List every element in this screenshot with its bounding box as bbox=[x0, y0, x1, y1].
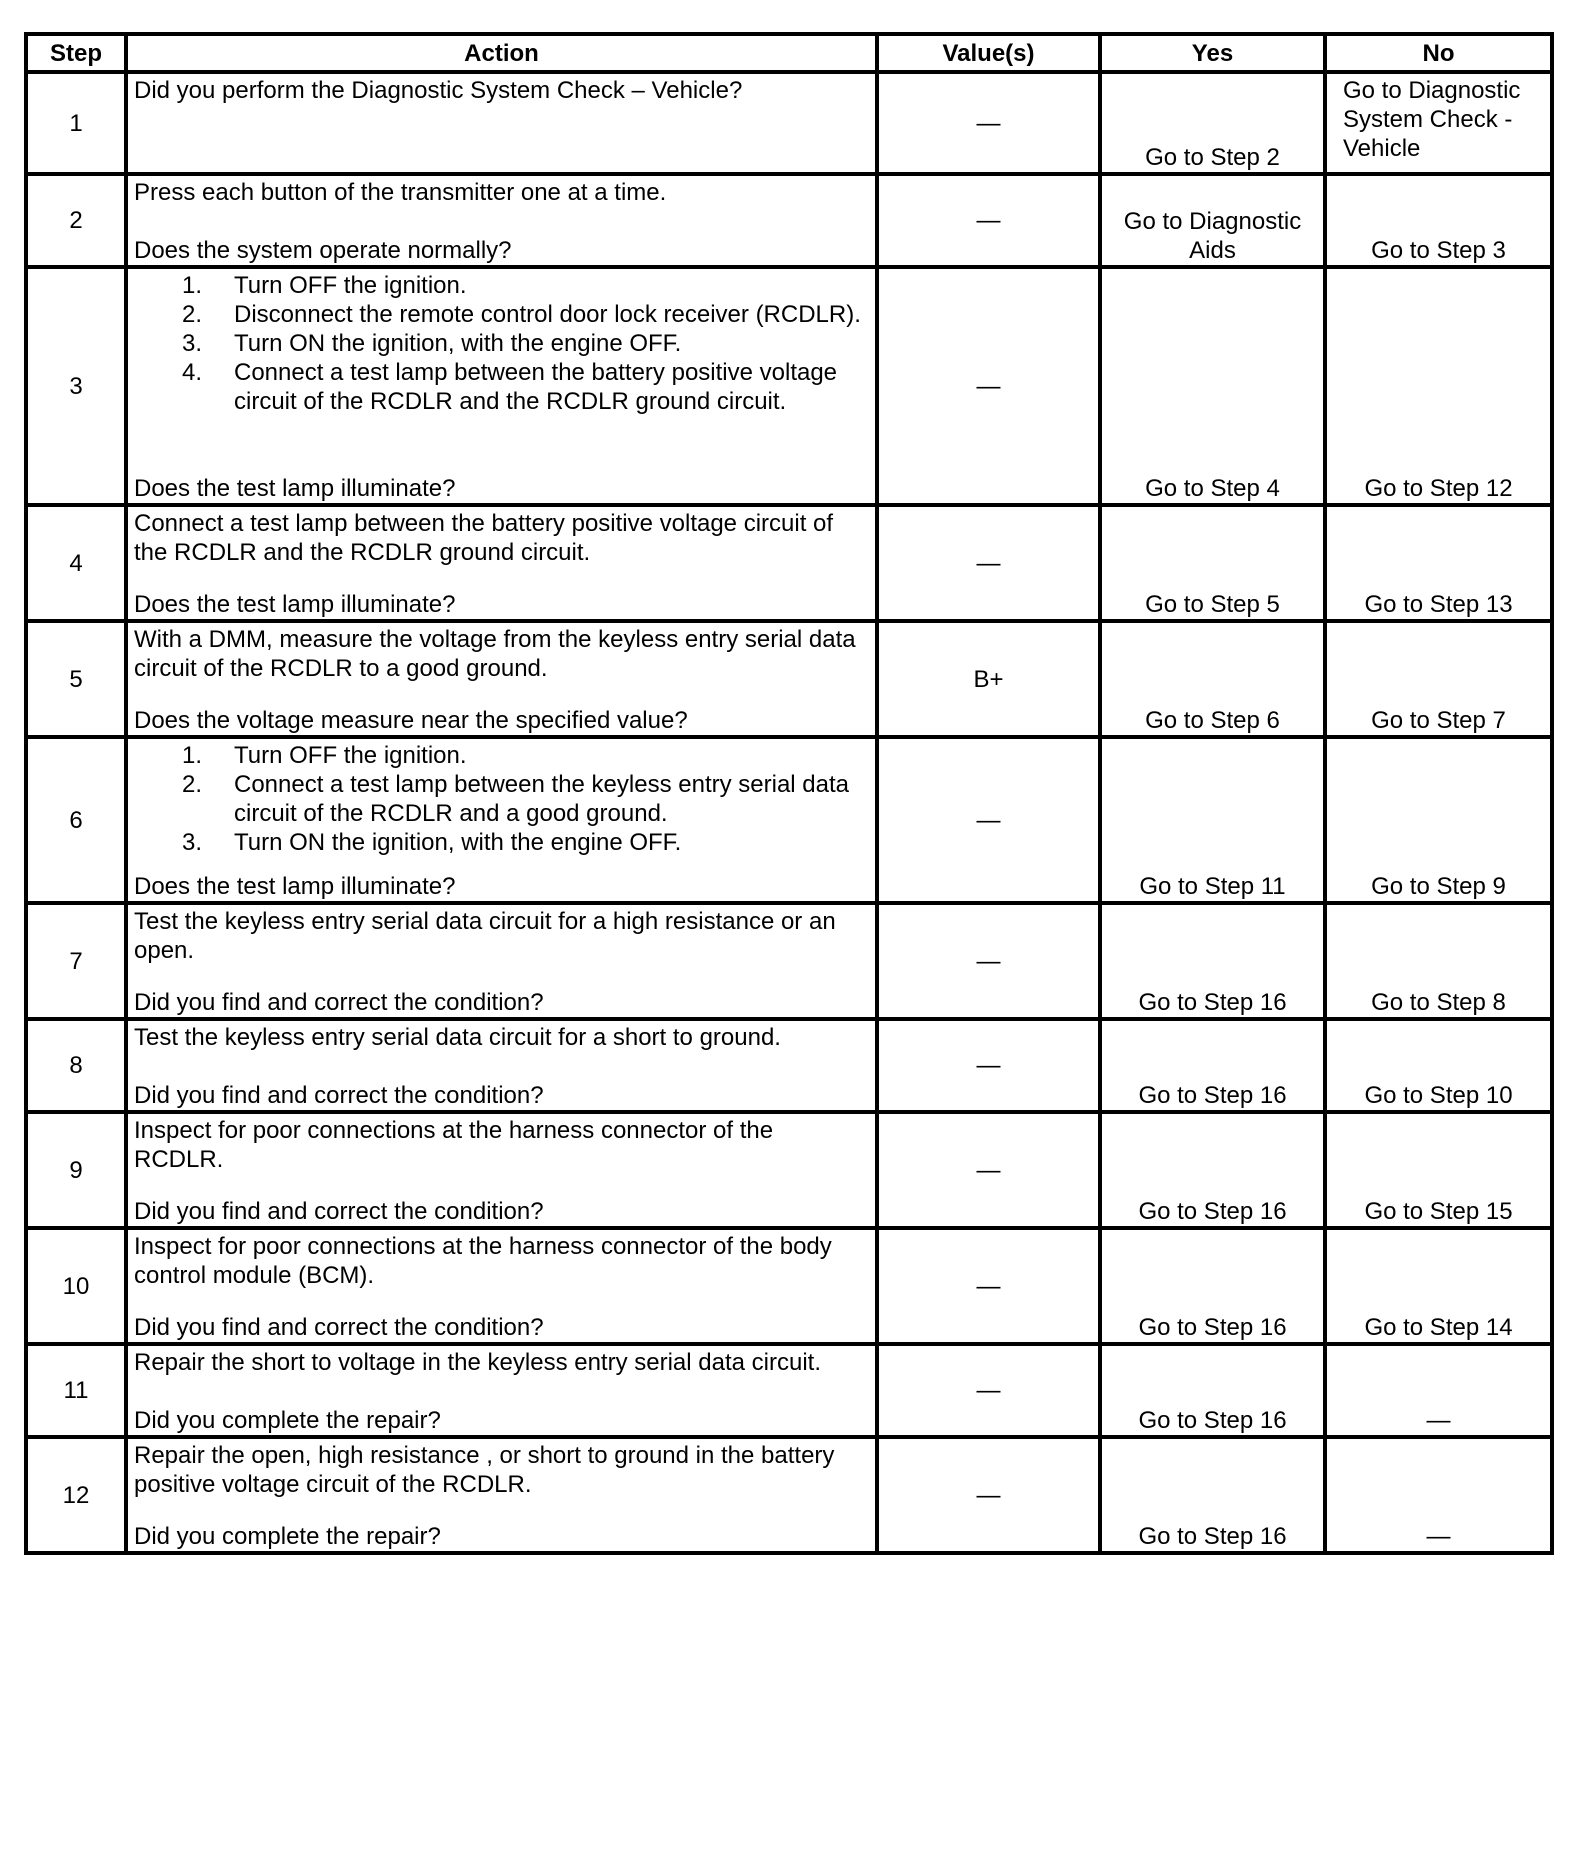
procedure-list bbox=[134, 271, 869, 416]
yes-cell: Go to Step 16 bbox=[1100, 1344, 1325, 1437]
yes-cell: Go to Step 16 bbox=[1100, 903, 1325, 1019]
value-cell: — bbox=[877, 505, 1100, 621]
table-row bbox=[26, 505, 1552, 621]
table-row bbox=[26, 621, 1552, 737]
step-number: 2 bbox=[26, 174, 126, 267]
header-row bbox=[26, 34, 1552, 72]
action-text: Inspect for poor connections at the harness connector of the RCDLR. bbox=[134, 1117, 774, 1173]
yes-cell bbox=[1100, 174, 1325, 267]
action-text: Inspect for poor connections at the harness connector of the body control module (BCM). bbox=[134, 1233, 832, 1289]
action-cell bbox=[126, 505, 877, 621]
action-cell bbox=[126, 621, 877, 737]
no-text: Go to Diagnostic System Check - Vehicle bbox=[1343, 77, 1521, 162]
step-number: 12 bbox=[26, 1437, 126, 1553]
step-number: 8 bbox=[26, 1019, 126, 1112]
yes-cell: Go to Step 4 bbox=[1100, 267, 1325, 505]
yes-cell: Go to Step 16 bbox=[1100, 1228, 1325, 1344]
no-cell: Go to Step 7 bbox=[1325, 621, 1552, 737]
action-cell bbox=[126, 737, 877, 903]
action-question: Did you complete the repair? bbox=[134, 1407, 441, 1434]
table-row bbox=[26, 1019, 1552, 1112]
table-row bbox=[26, 267, 1552, 505]
diagnostic-table bbox=[24, 32, 1554, 1555]
no-cell: — bbox=[1325, 1344, 1552, 1437]
value-cell: — bbox=[877, 174, 1100, 267]
list-item: 1. Turn OFF the ignition. bbox=[182, 272, 467, 299]
header-step: Step bbox=[26, 34, 126, 72]
action-text: Repair the open, high resistance , or short to ground in the battery positive voltage circuit of the RCDLR. bbox=[134, 1442, 835, 1498]
no-cell: Go to Step 3 bbox=[1325, 174, 1552, 267]
action-text: Repair the short to voltage in the keyless entry serial data circuit. bbox=[134, 1349, 821, 1376]
step-number: 7 bbox=[26, 903, 126, 1019]
yes-cell: Go to Step 11 bbox=[1100, 737, 1325, 903]
action-question: Did you find and correct the condition? bbox=[134, 1082, 544, 1109]
no-cell: Go to Step 14 bbox=[1325, 1228, 1552, 1344]
value-cell: — bbox=[877, 737, 1100, 903]
table-row bbox=[26, 174, 1552, 267]
no-cell: Go to Step 8 bbox=[1325, 903, 1552, 1019]
action-cell bbox=[126, 267, 877, 505]
table-row bbox=[26, 72, 1552, 174]
action-question: Did you find and correct the condition? bbox=[134, 989, 544, 1016]
no-cell: Go to Step 15 bbox=[1325, 1112, 1552, 1228]
yes-cell: Go to Step 5 bbox=[1100, 505, 1325, 621]
table-row bbox=[26, 1344, 1552, 1437]
action-question: Does the voltage measure near the specified value? bbox=[134, 707, 688, 734]
action-text: With a DMM, measure the voltage from the keyless entry serial data circuit of the RCDLR to a good ground. bbox=[134, 626, 856, 682]
action-question: Does the test lamp illuminate? bbox=[134, 591, 456, 618]
no-cell bbox=[1325, 72, 1552, 174]
action-text: Test the keyless entry serial data circuit for a short to ground. bbox=[134, 1024, 781, 1051]
yes-text: Go to Diagnostic Aids bbox=[1123, 208, 1302, 264]
list-item: 4. Connect a test lamp between the battery positive voltage circuit of the RCDLR and the RCDLR ground circuit. bbox=[182, 359, 838, 415]
action-cell bbox=[126, 1112, 877, 1228]
action-question: Does the system operate normally? bbox=[134, 237, 512, 264]
value-cell: — bbox=[877, 72, 1100, 174]
value-cell: — bbox=[877, 1344, 1100, 1437]
step-number: 3 bbox=[26, 267, 126, 505]
no-cell: Go to Step 12 bbox=[1325, 267, 1552, 505]
action-text: Test the keyless entry serial data circuit for a high resistance or an open. bbox=[134, 908, 836, 964]
table-row bbox=[26, 1112, 1552, 1228]
action-question: Does the test lamp illuminate? bbox=[134, 475, 456, 502]
yes-cell: Go to Step 16 bbox=[1100, 1019, 1325, 1112]
action-text: Press each button of the transmitter one at a time. bbox=[134, 179, 667, 206]
yes-cell: Go to Step 2 bbox=[1100, 72, 1325, 174]
yes-cell: Go to Step 6 bbox=[1100, 621, 1325, 737]
value-cell: — bbox=[877, 1228, 1100, 1344]
action-cell bbox=[126, 1019, 877, 1112]
header-yes: Yes bbox=[1100, 34, 1325, 72]
table-row bbox=[26, 737, 1552, 903]
action-cell bbox=[126, 1437, 877, 1553]
value-cell: — bbox=[877, 1019, 1100, 1112]
action-cell bbox=[126, 903, 877, 1019]
value-cell: — bbox=[877, 267, 1100, 505]
no-cell: — bbox=[1325, 1437, 1552, 1553]
header-no: No bbox=[1325, 34, 1552, 72]
step-number: 5 bbox=[26, 621, 126, 737]
step-number: 10 bbox=[26, 1228, 126, 1344]
action-question: Did you find and correct the condition? bbox=[134, 1198, 544, 1225]
no-cell: Go to Step 13 bbox=[1325, 505, 1552, 621]
step-number: 4 bbox=[26, 505, 126, 621]
list-item: 3. Turn ON the ignition, with the engine OFF. bbox=[182, 829, 682, 856]
action-text: Did you perform the Diagnostic System Check – Vehicle? bbox=[134, 77, 743, 104]
header-action: Action bbox=[126, 34, 877, 72]
no-cell: Go to Step 9 bbox=[1325, 737, 1552, 903]
action-question: Did you complete the repair? bbox=[134, 1523, 441, 1550]
step-number: 1 bbox=[26, 72, 126, 174]
list-item: 3. Turn ON the ignition, with the engine OFF. bbox=[182, 330, 682, 357]
yes-cell: Go to Step 16 bbox=[1100, 1437, 1325, 1553]
list-item: 1. Turn OFF the ignition. bbox=[182, 742, 467, 769]
action-cell bbox=[126, 72, 877, 174]
step-number: 11 bbox=[26, 1344, 126, 1437]
action-cell bbox=[126, 1228, 877, 1344]
yes-cell: Go to Step 16 bbox=[1100, 1112, 1325, 1228]
action-question: Does the test lamp illuminate? bbox=[134, 873, 456, 900]
action-cell bbox=[126, 1344, 877, 1437]
action-text: Connect a test lamp between the battery positive voltage circuit of the RCDLR and the RCDLR ground circuit. bbox=[134, 510, 834, 566]
procedure-list bbox=[134, 741, 869, 857]
header-values: Value(s) bbox=[877, 34, 1100, 72]
table-row bbox=[26, 903, 1552, 1019]
value-cell: — bbox=[877, 1112, 1100, 1228]
action-question: Did you find and correct the condition? bbox=[134, 1314, 544, 1341]
list-item: 2. Connect a test lamp between the keyless entry serial data circuit of the RCDLR and a good ground. bbox=[182, 771, 849, 827]
value-cell: — bbox=[877, 903, 1100, 1019]
value-cell: B+ bbox=[877, 621, 1100, 737]
table-row bbox=[26, 1437, 1552, 1553]
step-number: 9 bbox=[26, 1112, 126, 1228]
step-number: 6 bbox=[26, 737, 126, 903]
value-cell: — bbox=[877, 1437, 1100, 1553]
action-cell bbox=[126, 174, 877, 267]
table-row bbox=[26, 1228, 1552, 1344]
list-item: 2. Disconnect the remote control door lock receiver (RCDLR). bbox=[182, 301, 861, 328]
no-cell: Go to Step 10 bbox=[1325, 1019, 1552, 1112]
